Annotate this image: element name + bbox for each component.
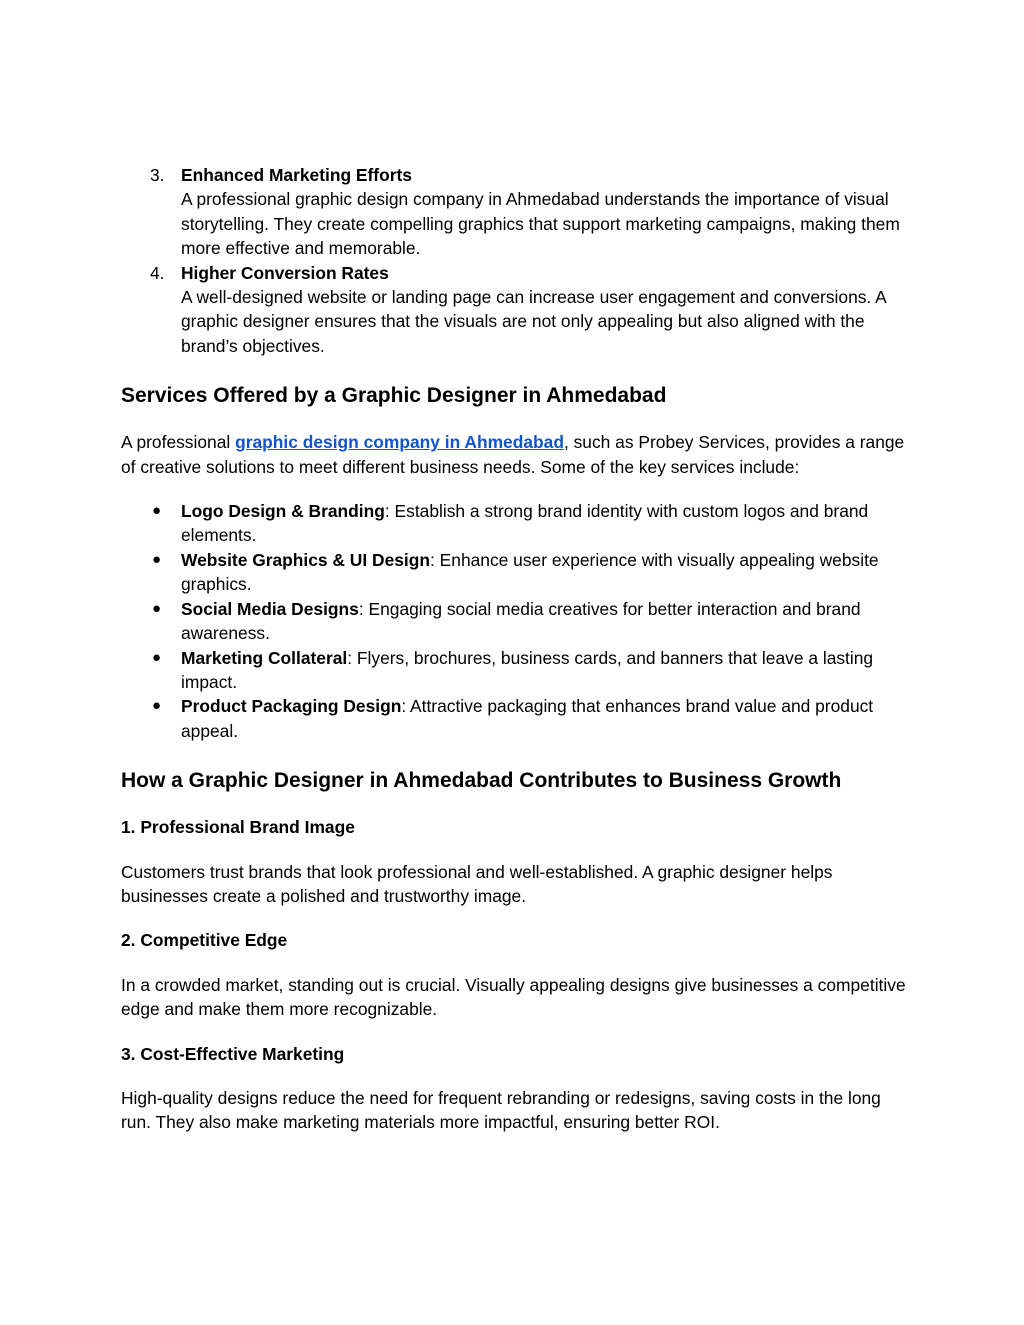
service-title: Logo Design & Branding — [181, 501, 385, 522]
list-item-title: Enhanced Marketing Efforts — [181, 165, 412, 185]
service-title: Marketing Collateral — [181, 647, 348, 668]
bullet-icon: ● — [152, 502, 162, 520]
intro-text: , such as Probey Services, provides a range of creative solutions to meet different business needs. Some of the key services include: — [121, 432, 905, 477]
benefits-numbered-list — [121, 163, 911, 358]
document-page — [121, 163, 911, 1135]
service-text: : Flyers, brochures, business cards, and banners that leave a lasting impact. — [181, 647, 874, 692]
list-item — [121, 163, 911, 261]
list-item-text: A well-designed website or landing page can increase user engagement and conversions. A graphic designer ensures that the visuals are not only appealing but also aligned with the brand’s objectives. — [181, 287, 886, 356]
section-title-competitive-edge: 2. Competitive Edge — [121, 930, 288, 951]
bullet-icon: ● — [152, 599, 162, 617]
service-title: Website Graphics & UI Design — [181, 549, 431, 570]
list-number: 3. — [150, 165, 165, 185]
services-list — [121, 499, 911, 743]
list-item — [121, 499, 911, 548]
section-text-cost-effective: High-quality designs reduce the need for frequent rebranding or redesigns, saving costs in the long run. They also make marketing materials more impactful, ensuring better ROI. — [121, 1087, 881, 1133]
services-intro — [121, 430, 911, 479]
service-text: : Establish a strong brand identity with custom logos and brand elements. — [181, 501, 869, 546]
list-item — [121, 548, 911, 597]
list-item-title: Higher Conversion Rates — [181, 262, 389, 283]
list-number: 4. — [150, 262, 165, 283]
section-text-competitive-edge: In a crowded market, standing out is crucial. Visually appealing designs give businesses a competitive edge and make them more recognizable. — [121, 974, 906, 1020]
graphic-design-company-link[interactable]: graphic design company in Ahmedabad — [235, 432, 564, 453]
bullet-icon: ● — [152, 697, 162, 715]
growth-heading: How a Graphic Designer in Ahmedabad Contributes to Business Growth — [121, 769, 842, 793]
services-heading: Services Offered by a Graphic Designer in Ahmedabad — [121, 384, 667, 408]
list-item — [121, 261, 911, 359]
service-title: Social Media Designs — [181, 598, 359, 619]
section-text-brand-image: Customers trust brands that look professional and well-established. A graphic designer helps businesses create a polished and trustworthy image. — [121, 861, 833, 906]
list-item-text: A professional graphic design company in Ahmedabad understands the importance of visual storytelling. They create compelling graphics that support marketing campaigns, making them more effective and memorable. — [181, 189, 900, 259]
section-title-cost-effective: 3. Cost-Effective Marketing — [121, 1043, 345, 1064]
service-title: Product Packaging Design — [181, 696, 402, 717]
bullet-icon: ● — [152, 648, 162, 666]
service-text: : Enhance user experience with visually appealing website graphics. — [181, 549, 879, 595]
section-title-brand-image: 1. Professional Brand Image — [121, 817, 355, 838]
bullet-icon: ● — [152, 550, 162, 568]
intro-text: A professional — [121, 432, 236, 453]
list-item — [121, 646, 911, 695]
list-item — [121, 694, 911, 743]
list-item — [121, 597, 911, 646]
service-text: : Attractive packaging that enhances brand value and product appeal. — [181, 696, 874, 741]
service-text: : Engaging social media creatives for better interaction and brand awareness. — [181, 598, 861, 644]
